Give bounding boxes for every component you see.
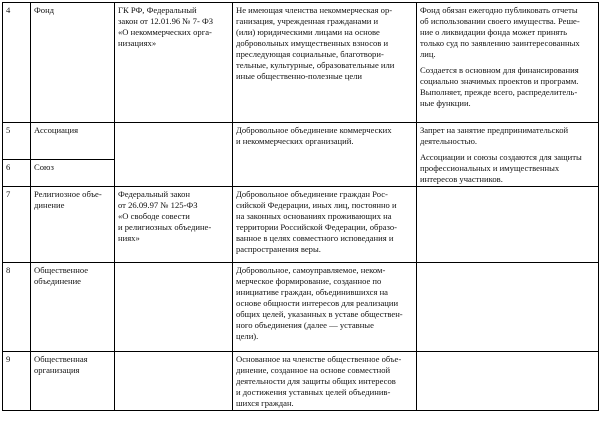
row-number-cell: 6: [3, 159, 31, 186]
row-number-cell: 8: [3, 263, 31, 352]
table-row: [3, 123, 599, 160]
table-row: [3, 3, 599, 123]
row-number-cell: 7: [3, 187, 31, 263]
name-cell: Фонд: [31, 3, 115, 123]
name-cell: Ассоциация: [31, 123, 115, 160]
definition-cell: Не имеющая членства некоммерческая ор- ганизация, учрежденная гражданами и (или) юридическими лицами на основе добровольных имущественных взносов и преследующая социальные, благотвори- тельные, культурные, образовательные или иные общественно-полезные цели: [233, 3, 417, 123]
table-row: [3, 263, 599, 352]
row-number-cell: 9: [3, 352, 31, 411]
definition-cell: Добровольное объединение коммерческих и некоммерческих организаций.: [233, 123, 417, 187]
row-number-cell: 4: [3, 3, 31, 123]
features-cell: Запрет на занятие предпринимательской деятельностью. Ассоциации и союзы создаются для защиты профессиональных и имущественных интересов участников.: [417, 123, 599, 187]
law-cell: ГК РФ, Федеральный закон от 12.01.96 № 7- ФЗ «О некоммерческих орга- низациях»: [115, 3, 233, 123]
law-cell: Федеральный закон от 26.09.97 № 125-ФЗ «О свободе совести и религиозных объедине- ниях»: [115, 187, 233, 263]
law-cell: [115, 263, 233, 352]
features-cell: [417, 352, 599, 411]
legal-forms-table: [2, 2, 599, 411]
features-cell: [417, 263, 599, 352]
name-cell: Общественное объединение: [31, 263, 115, 352]
features-cell: [417, 187, 599, 263]
definition-cell: Основанное на членстве общественное объе- динение, созданное на основе совместной деятельности для защиты общих интересов и достижения уставных целей объединив- шихся граждан.: [233, 352, 417, 411]
row-number-cell: 5: [3, 123, 31, 160]
features-cell: Фонд обязан ежегодно публиковать отчеты об использовании своего имущества. Реше- ние о ликвидации фонда может принять только суд по заявлению заинтересованных лиц. Создается в основном для финансирования социально значимых проектов и программ. Выполняет, прежде всего, распределитель- ные функции.: [417, 3, 599, 123]
table-row: [3, 352, 599, 411]
law-cell: [115, 123, 233, 187]
table-row: [3, 187, 599, 263]
name-cell: Религиозное объе- динение: [31, 187, 115, 263]
name-cell: Общественная организация: [31, 352, 115, 411]
definition-cell: Добровольное, самоуправляемое, неком- мерческое формирование, созданное по инициативе граждан, объединившихся на основе общности интересов для реализации общих целей, указанных в уставе обществен- ного объединения (далее — уставные цели).: [233, 263, 417, 352]
definition-cell: Добровольное объединение граждан Рос- сийской Федерации, иных лиц, постоянно и на законных основаниях проживающих на территории Российской Федерации, образо- ванное в целях совместного исповедания и распространения веры.: [233, 187, 417, 263]
law-cell: [115, 352, 233, 411]
name-cell: Союз: [31, 159, 115, 186]
